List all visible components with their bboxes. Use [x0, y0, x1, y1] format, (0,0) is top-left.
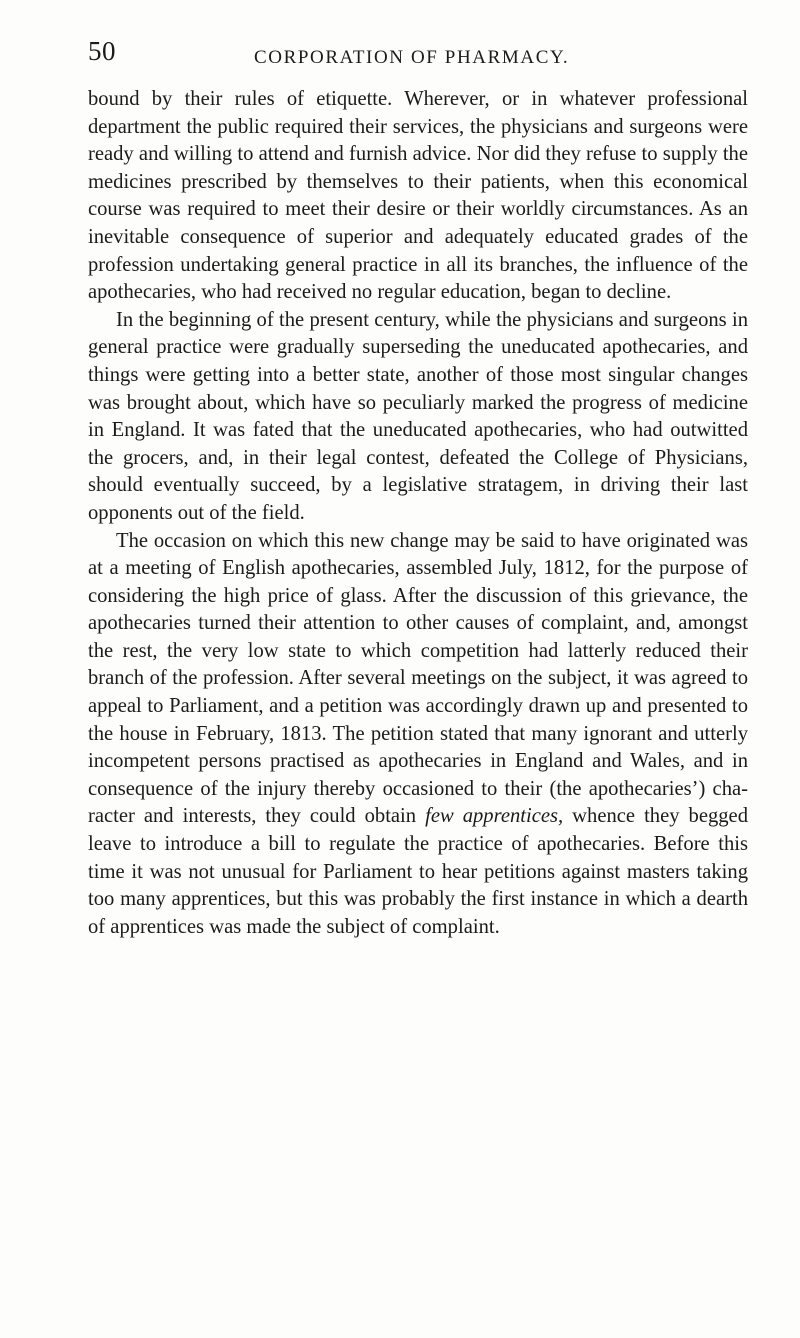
page-number: 50 [88, 36, 116, 66]
paragraph-2: In the beginning of the present century, while the physicians and surgeons in general practice were gradually superseding the uneducated apothecaries, and things were getting into a better state, another of those most singular changes was brought about, which have so peculiarly marked the progress of medicine in England. It was fated that the uneducated apothecaries, who had outwitted the grocers, and, in their legal contest, defeated the College of Physicians, should eventually succeed, by a legislative stratagem, in driving their last opponents out of the field. [88, 308, 748, 524]
page-header [88, 36, 748, 72]
body-text [88, 86, 748, 941]
paragraph-3-text-b: whence they begged leave to introduce a bill to regulate the practice of apothecaries. Before this time it was not unusual for Parliament to hear petitions against masters taking too many apprentices, but this was probably the first instance in which a dearth of apprentices was made the subject of complaint. [88, 805, 748, 938]
paragraph-3 [88, 528, 748, 942]
paragraph-1: bound by their rules of etiquette. Wherever, or in whatever professional department the public required their services, the physicians and surgeons were ready and willing to attend and furnish advice. Nor did they refuse to supply the medicines prescribed by themselves to their patients, when this economical course was required to meet their desire or their worldly circumstances. As an inevitable consequence of superior and adequately educated grades of the profession undertaking general practice in all its branches, the influence of the apothecaries, who had received no regular education, began to decline. [88, 88, 748, 304]
paragraph-3-text-a: The occasion on which this new change may be said to have originated was at a meeting of English apothecaries, assembled July, 1812, for the purpose of considering the high price of glass. After the discussion of this grievance, the apothecaries turned their attention to other causes of complaint, and, amongst the rest, the very low state to which competition had latterly reduced their branch of the profession. After several meetings on the subject, it was agreed to appeal to Parliament, and a petition was accordingly drawn up and presented to the house in February, 1813. The petition stated that many ignorant and utterly incompetent persons practised as apothecaries in England and Wales, and in consequence of the injury thereby occasioned to their (the apothecaries’) character and interests, they could obtain [88, 529, 748, 828]
running-head: CORPORATION OF PHARMACY. [254, 47, 570, 68]
emphasis-few-apprentices: few apprentices, [425, 805, 564, 828]
